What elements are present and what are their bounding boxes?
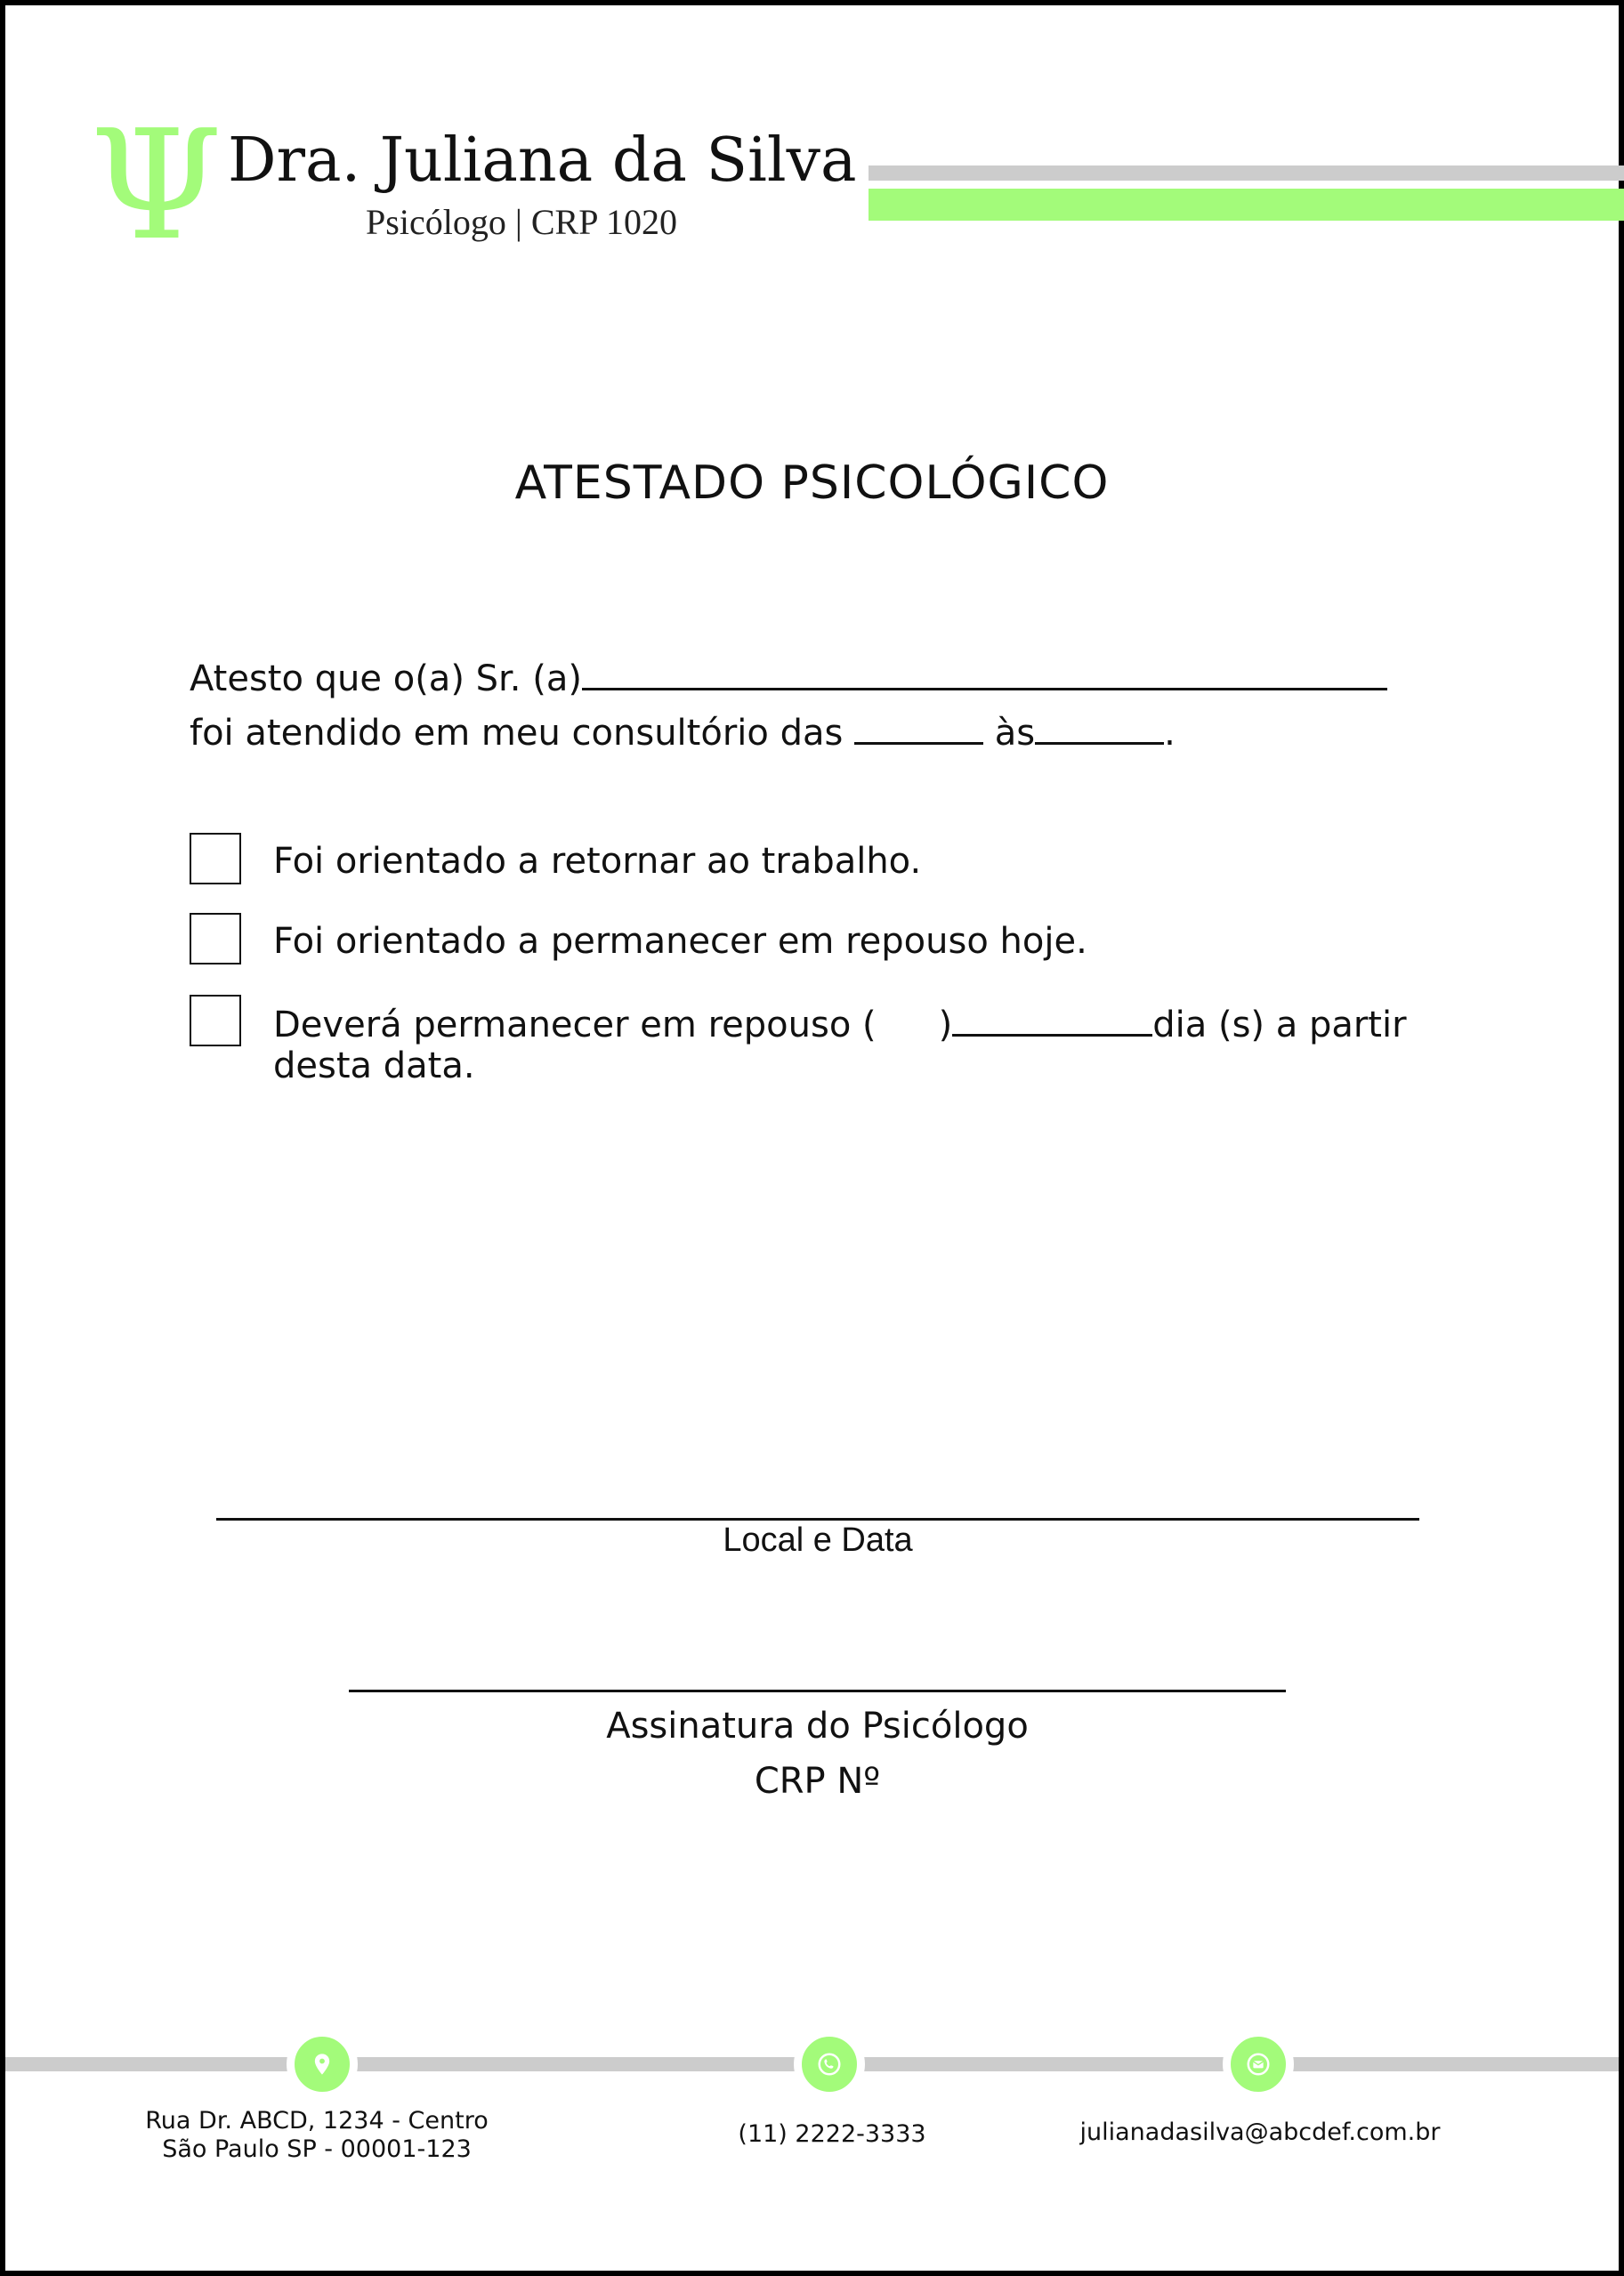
- return-to-work-checkbox[interactable]: [190, 833, 241, 884]
- document-title: ATESTADO PSICOLÓGICO: [514, 456, 1110, 510]
- time-to-blank[interactable]: [1035, 710, 1164, 745]
- time-line-end: .: [1164, 713, 1176, 754]
- rest-days-words-blank[interactable]: [952, 1002, 1152, 1037]
- time-from-blank[interactable]: [854, 710, 983, 745]
- rest-days-label-line2: desta data.: [273, 1045, 475, 1086]
- rest-days-label-start: Deverá permanecer em repouso (: [273, 1005, 877, 1045]
- doctor-credentials: Psicólogo | CRP 1020: [366, 202, 677, 242]
- time-line: [190, 710, 1176, 755]
- rest-days-checkbox[interactable]: [190, 995, 241, 1046]
- patient-line: [190, 656, 1387, 700]
- signature-line[interactable]: [349, 1690, 1286, 1692]
- header-gray-bar: [869, 165, 1624, 181]
- place-date-label: Local e Data: [723, 1521, 913, 1559]
- location-pin-icon: [287, 2029, 358, 2100]
- psi-logo-icon: Ψ: [90, 98, 223, 274]
- signature-label: Assinatura do Psicólogo: [606, 1706, 1029, 1747]
- time-line-label: foi atendido em meu consultório das: [190, 713, 855, 754]
- rest-days-label-end: dia (s) a partir: [1152, 1005, 1407, 1045]
- rest-days-label-close: ): [938, 1005, 953, 1045]
- footer-phone[interactable]: (11) 2222-3333: [738, 2120, 926, 2148]
- footer-address-line1: Rua Dr. ABCD, 1234 - Centro: [145, 2107, 489, 2135]
- email-icon: [1223, 2029, 1294, 2100]
- crp-label: CRP Nº: [754, 1761, 881, 1802]
- footer-email[interactable]: julianadasilva@abcdef.com.br: [1079, 2119, 1441, 2146]
- return-to-work-label: Foi orientado a retornar ao trabalho.: [273, 841, 922, 882]
- rest-today-label: Foi orientado a permanecer em repouso hoje.: [273, 921, 1087, 962]
- footer-address-line2: São Paulo SP - 00001-123: [162, 2135, 472, 2163]
- patient-name-blank[interactable]: [582, 656, 1387, 690]
- header-green-bar: [869, 189, 1624, 221]
- patient-line-label: Atesto que o(a) Sr. (a): [190, 658, 582, 699]
- rest-days-label: [273, 1002, 1407, 1046]
- doctor-name: Dra. Juliana da Silva: [228, 125, 857, 196]
- time-line-middle: às: [983, 713, 1036, 754]
- phone-icon: [794, 2029, 865, 2100]
- rest-today-checkbox[interactable]: [190, 913, 241, 964]
